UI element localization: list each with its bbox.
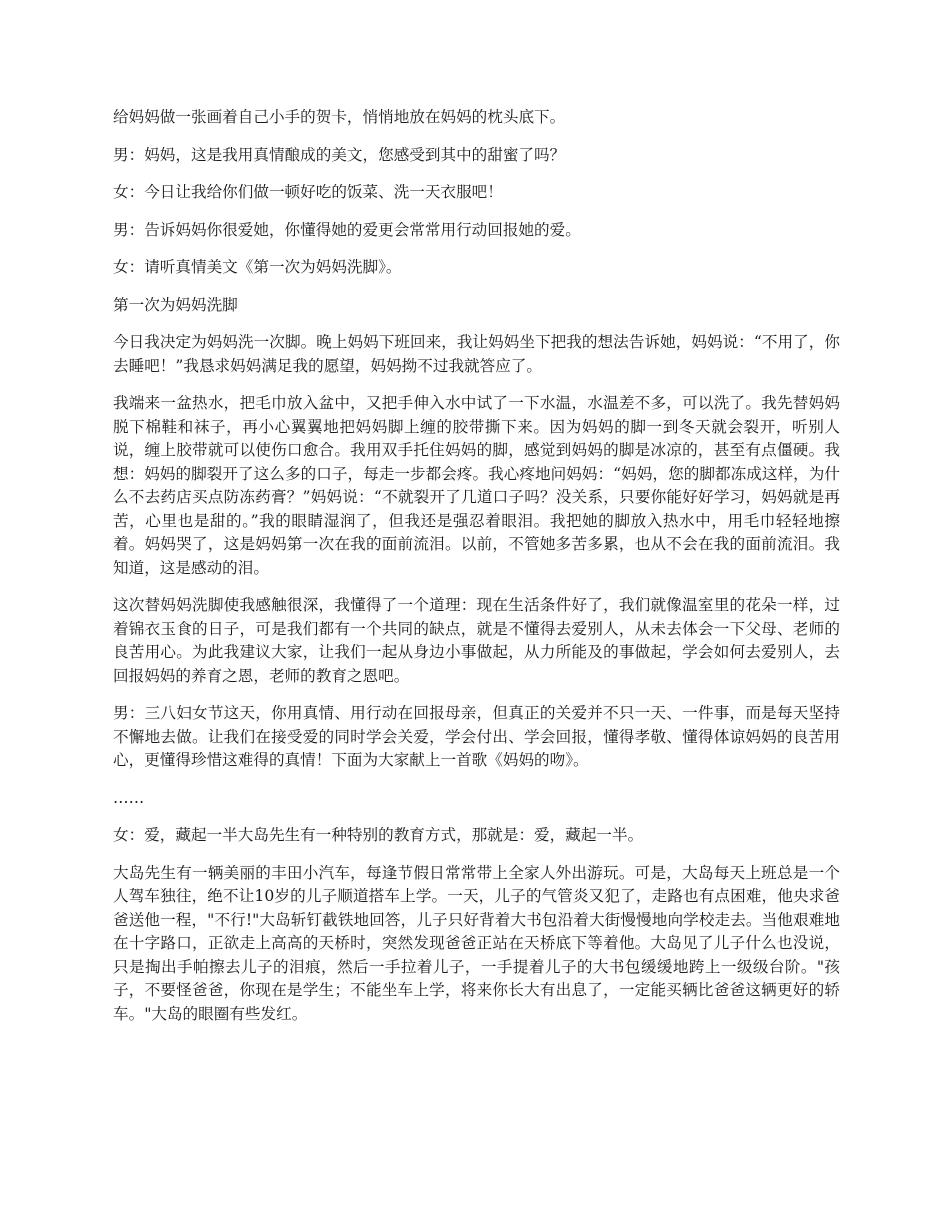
paragraph-male-line-2: 男：告诉妈妈你很爱她，你懂得她的爱更会常常用行动回报她的爱。 — [113, 220, 581, 239]
paragraph-essay-reflection: 这次替妈妈洗脚使我感触很深，我懂得了一个道理：现在生活条件好了，我们就像温室里的花朵一样，过着锦衣玉食的日子，可是我们都有一个共同的缺点，就是不懂得去爱别人，从未去体会一下父母、老师的良苦用心。为此我建议大家，让我们一起从身边小事做起，从力所能及的事做起，学会如何去爱别人，去回报妈妈的养育之恩，老师的教育之恩吧。 — [113, 596, 840, 685]
paragraph-greeting-card: 给妈妈做一张画着自己小手的贺卡，悄悄地放在妈妈的枕头底下。 — [113, 108, 566, 126]
paragraph-oshima-story: 大岛先生有一辆美丽的丰田小汽车，每逢节假日常常带上全家人外出游玩。可是，大岛每天上班总是一个人驾车独往，绝不让10岁的儿子顺道搭车上学。一天，儿子的气管炎又犯了，走路也有点困难，他央求爸爸送他一程，"不行!"大岛斩钉截铁地回答，儿子只好背着大书包沿着大街慢慢地向学校走去。当他艰难地在十字路口，正欲走上高高的天桥时，突然发现爸爸正站在天桥底下等着他。大岛见了儿子什么也没说，只是掏出手帕擦去儿子的泪痕，然后一手拉着儿子，一手提着儿子的大书包缓缓地跨上一级级台阶。"孩子，不要怪爸爸，你现在是学生；不能坐车上学，将来你长大有出息了，一定能买辆比爸爸这辆更好的轿车。"大岛的眼圈有些发红。 — [113, 863, 840, 1023]
ellipsis-separator: …… — [113, 788, 145, 807]
paragraph-female-line-3: 女：爱，藏起一半大岛先生有一种特别的教育方式，那就是：爱，藏起一半。 — [113, 826, 644, 844]
paragraph-male-line-1: 男：妈妈，这是我用真情酿成的美文，您感受到其中的甜蜜了吗？ — [113, 145, 566, 164]
paragraph-essay-intro: 今日我决定为妈妈洗一次脚。晚上妈妈下班回来，我让妈妈坐下把我的想法告诉她，妈妈说：“不用了，你去睡吧！”我恳求妈妈满足我的愿望，妈妈拗不过我就答应了。 — [113, 333, 840, 375]
paragraph-essay-body: 我端来一盆热水，把毛巾放入盆中，又把手伸入水中试了一下水温，水温差不多，可以洗了。我先替妈妈脱下棉鞋和袜子，再小心翼翼地把妈妈脚上缠的胶带撕下来。因为妈妈的脚一到冬天就会裂开，听别人说，缠上胶带就可以使伤口愈合。我用双手托住妈妈的脚，感觉到妈妈的脚是冰凉的，甚至有点僵硬。我想：妈妈的脚裂开了这么多的口子，每走一步都会疼。我心疼地问妈妈：“妈妈，您的脚都冻成这样，为什么不去药店买点防冻药膏？”妈妈说：“不就裂开了几道口子吗？没关系，只要你能好好学习，妈妈就是再苦，心里也是甜的。”我的眼睛湿润了，但我还是强忍着眼泪。我把她的脚放入热水中，用毛巾轻轻地擦着。妈妈哭了，这是妈妈第一次在我的面前流泪。以前，不管她多苦多累，也从不会在我的面前流泪。我知道，这是感动的泪。 — [113, 394, 840, 577]
paragraph-female-line-2: 女：请听真情美文《第一次为妈妈洗脚》。 — [113, 258, 402, 276]
paragraph-male-line-3: 男：三八妇女节这天，你用真情、用行动在回报母亲，但真正的关爱并不只一天、一件事，而是每天坚持不懈地去做。让我们在接受爱的同时学会关爱，学会付出、学会回报，懂得孝敬、懂得体谅妈妈的良苦用心，更懂得珍惜这难得的真情！下面为大家献上一首歌《妈妈的吻》。 — [113, 704, 840, 769]
essay-title: 第一次为妈妈洗脚 — [113, 295, 238, 314]
document-page — [113, 106, 840, 1040]
paragraph-female-line-1: 女：今日让我给你们做一顿好吃的饭菜、洗一天衣服吧！ — [113, 183, 503, 201]
